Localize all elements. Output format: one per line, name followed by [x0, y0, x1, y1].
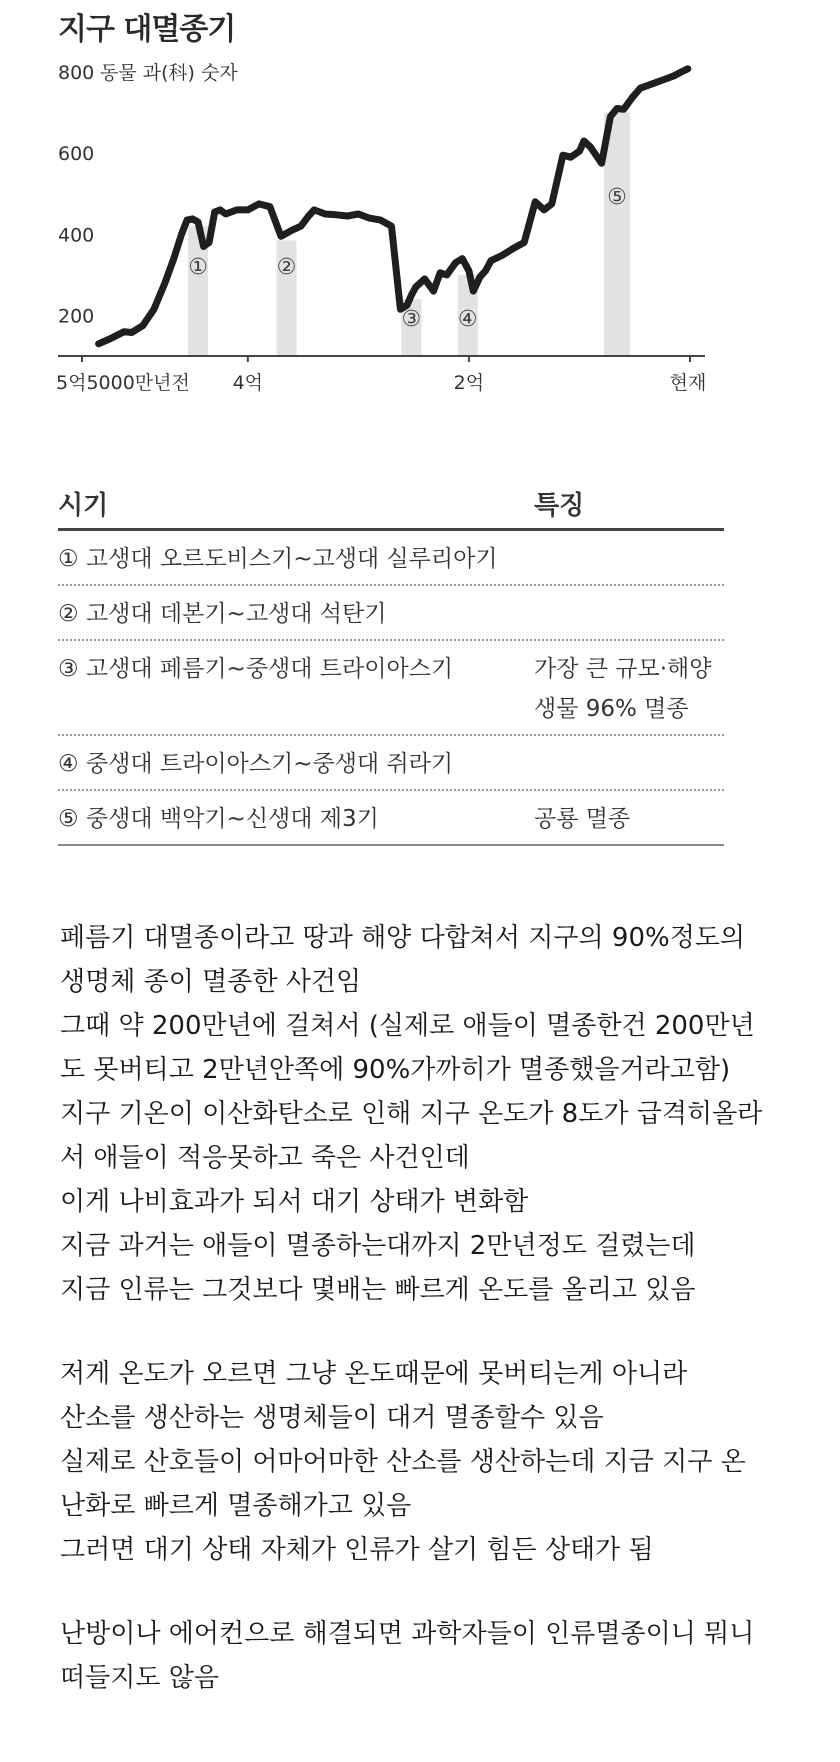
row-feature: 가장 큰 규모·해양 생물 96% 멸종 [534, 656, 712, 722]
table-row [58, 641, 724, 736]
text-line: 이게 나비효과가 되서 대기 상태가 변화함 [60, 1187, 529, 1217]
text-line: 난화로 빠르게 멸종해가고 있음 [60, 1491, 412, 1521]
y-tick-label: 600 [58, 143, 95, 166]
paragraph [60, 1352, 820, 1572]
text-line: 그때 약 200만년에 걸쳐서 (실제로 애들이 멸종한건 200만년 [60, 1011, 755, 1041]
row-period: ② 고생대 데본기~고생대 석탄기 [58, 601, 387, 627]
text-line: 저게 온도가 오르면 그냥 온도때문에 못버티는게 아니라 [60, 1359, 688, 1389]
table-row [58, 736, 724, 791]
text-line: 지구 기온이 이산화탄소로 인해 지구 온도가 8도가 급격히올라 [60, 1099, 763, 1129]
text-line: 그러면 대기 상태 자체가 인류가 살기 힘든 상태가 됨 [60, 1535, 654, 1565]
x-tick-label: 2억 [453, 372, 485, 394]
y-axis [58, 62, 238, 327]
event-label-3: ③ [401, 307, 422, 332]
chart-title: 지구 대멸종기 [58, 12, 236, 47]
table-row [58, 531, 724, 586]
paragraph [60, 1612, 820, 1700]
y-axis-label: 동물 과(科) 숫자 [100, 62, 238, 84]
row-period: ④ 중생대 트라이아스기~중생대 쥐라기 [58, 751, 454, 777]
article-body [60, 916, 820, 1740]
row-period: ① 고생대 오르도비스기~고생대 실루리아기 [58, 546, 498, 572]
text-line: 페름기 대멸종이라고 땅과 해양 다합쳐서 지구의 90%정도의 [60, 923, 746, 953]
row-feature: 공룡 멸종 [534, 806, 631, 832]
table-header [58, 478, 724, 531]
y-tick-label: 200 [58, 305, 95, 328]
paragraph [60, 916, 820, 1312]
x-tick-label: 5억5000만년전 [56, 372, 190, 394]
text-line: 생명체 종이 멸종한 사건임 [60, 967, 362, 997]
text-line: 산소를 생산하는 생명체들이 대거 멸종할수 있음 [60, 1403, 604, 1433]
extinction-band-5 [604, 113, 630, 356]
event-label-1: ① [188, 255, 208, 280]
header-period: 시기 [58, 490, 109, 521]
table-row [58, 791, 724, 846]
row-period: ③ 고생대 페름기~중생대 트라이아스기 [58, 656, 454, 682]
extinction-line-chart [0, 60, 760, 400]
header-feature: 특징 [534, 490, 585, 521]
x-tick-label: 현재 [669, 372, 707, 394]
row-period: ⑤ 중생대 백악기~신생대 제3기 [58, 806, 379, 832]
text-line: 지금 인류는 그것보다 몇배는 빠르게 온도를 올리고 있음 [60, 1275, 696, 1305]
text-line: 실제로 산호들이 어마어마한 산소를 생산하는데 지금 지구 온 [60, 1447, 746, 1477]
y-tick-label: 800 [58, 62, 95, 84]
event-label-5: ⑤ [607, 185, 627, 210]
event-label-4: ④ [457, 307, 478, 332]
text-line: 서 애들이 적응못하고 죽은 사건인데 [60, 1143, 470, 1173]
event-label-2: ② [276, 255, 297, 280]
text-line: 도 못버티고 2만년안쪽에 90%가까히가 멸종했을거라고함) [60, 1055, 731, 1085]
text-line: 지금 과거는 애들이 멸종하는대까지 2만년정도 걸렸는데 [60, 1231, 696, 1261]
x-tick-label: 4억 [232, 372, 264, 394]
x-axis [56, 356, 706, 394]
row-feature [534, 594, 724, 634]
y-tick-label: 400 [58, 224, 95, 247]
text-line: 난방이나 에어컨으로 해결되면 과학자들이 인류멸종이니 뭐니 [60, 1619, 755, 1649]
row-feature [534, 744, 724, 784]
row-feature [534, 539, 724, 579]
table-row [58, 586, 724, 641]
series-line-animal-families [99, 69, 688, 344]
text-line: 떠들지도 않음 [60, 1663, 219, 1693]
extinction-table [58, 478, 724, 846]
